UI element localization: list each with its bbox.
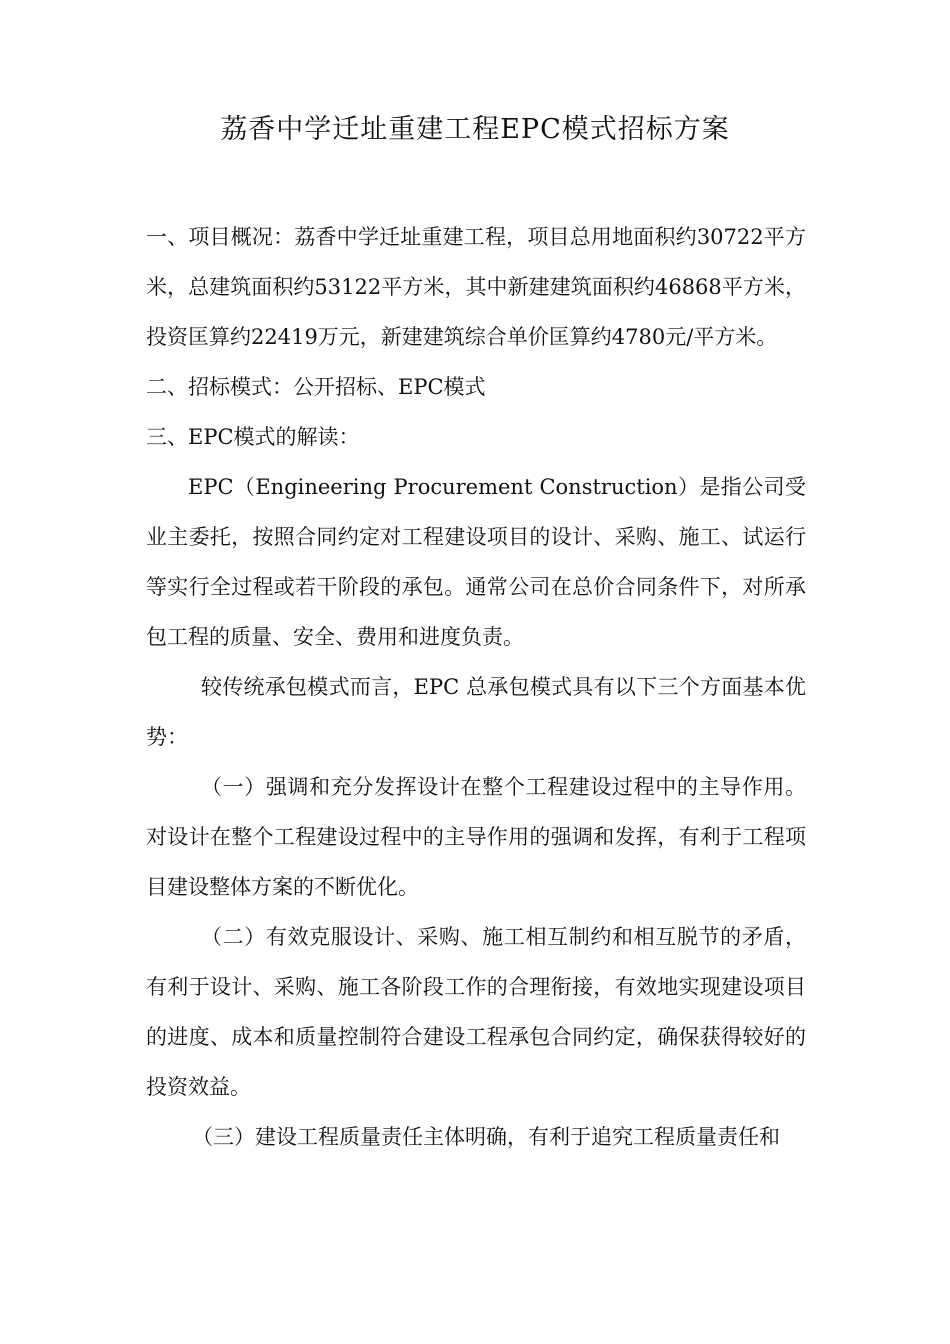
paragraph-epc-definition: EPC（Engineering Procurement Construction）是指公司受业主委托，按照合同约定对工程建设项目的设计、采购、施工、试运行等实行全过程或若干阶段的承包。通常公司在总价合同条件下，对所承包工程的质量、安全、费用和进度负责。 <box>146 475 806 649</box>
paragraph-advantage-1: （一）强调和充分发挥设计在整个工程建设过程中的主导作用。对设计在整个工程建设过程中的主导作用的强调和发挥，有利于工程项目建设整体方案的不断优化。 <box>146 775 806 899</box>
document-title: 荔香中学迁址重建工程EPC模式招标方案 <box>220 114 730 145</box>
paragraph-advantage-3: （三）建设工程质量责任主体明确，有利于追究工程质量责任和 <box>192 1125 780 1149</box>
paragraph-project-overview: 一、项目概况：荔香中学迁址重建工程，项目总用地面积约30722平方米，总建筑面积约53122平方米，其中新建建筑面积约46868平方米，投资匡算约22419万元，新建建筑综合单价匡算约4780元/平方米。 <box>146 225 806 349</box>
paragraph-bidding-mode: 二、招标模式：公开招标、EPC模式 <box>146 375 486 399</box>
document-body <box>146 212 806 1162</box>
paragraph-advantage-2: （二）有效克服设计、采购、施工相互制约和相互脱节的矛盾，有利于设计、采购、施工各阶段工作的合理衔接，有效地实现建设项目的进度、成本和质量控制符合建设工程承包合同约定，确保获得较好的投资效益。 <box>146 925 806 1099</box>
paragraph-advantages-intro: 较传统承包模式而言，EPC 总承包模式具有以下三个方面基本优势： <box>146 675 806 749</box>
paragraph-epc-heading: 三、EPC模式的解读： <box>146 425 360 449</box>
